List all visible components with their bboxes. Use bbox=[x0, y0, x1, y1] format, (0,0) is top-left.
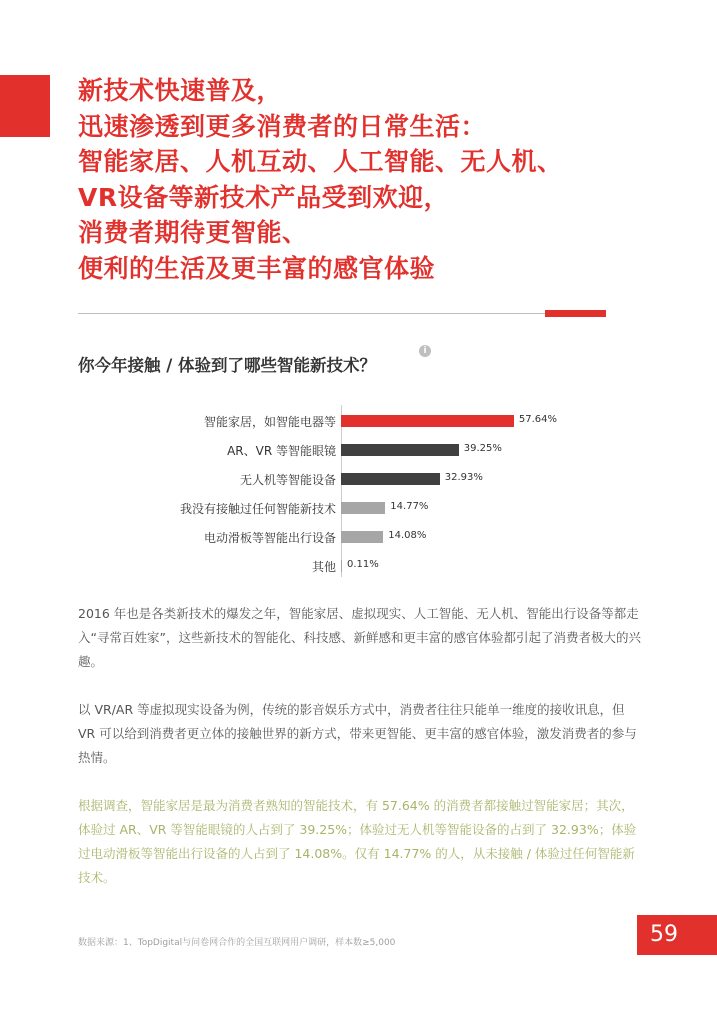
headline-line: VR设备等新技术产品受到欢迎， bbox=[78, 182, 450, 212]
bar bbox=[341, 502, 385, 514]
divider-line bbox=[78, 313, 545, 314]
paragraph-intro: 2016 年也是各类新技术的爆发之年，智能家居、虚拟现实、人工智能、无人机、智能出行设备等都走入“寻常百姓家”，这些新技术的智能化、科技感、新鲜感和更丰富的感官体验都引起了消费者极大的兴趣。 bbox=[78, 606, 641, 669]
bar bbox=[341, 444, 459, 456]
info-icon: i bbox=[419, 345, 431, 357]
bar-chart bbox=[0, 405, 717, 585]
bar-value-label: 39.25% bbox=[463, 443, 502, 454]
bar bbox=[341, 415, 514, 427]
bar-label: 电动滑板等智能出行设备 bbox=[203, 531, 336, 545]
bar-value-label: 14.77% bbox=[390, 501, 429, 512]
bar bbox=[341, 473, 440, 485]
paragraph-vr: 以 VR/AR 等虚拟现实设备为例，传统的影音娱乐方式中，消费者往往只能单一维度的接收讯息，但 VR 可以给到消费者更立体的接触世界的新方式，带来更智能、更丰富的感官体验，激发消费者的参与热情。 bbox=[78, 702, 637, 765]
headline-line: 迅速渗透到更多消费者的日常生活： bbox=[78, 111, 487, 141]
bar-value-label: 14.08% bbox=[388, 530, 427, 541]
bar-label: AR、VR 等智能眼镜 bbox=[227, 444, 336, 458]
divider-accent bbox=[545, 310, 606, 317]
headline-line: 便利的生活及更丰富的感官体验 bbox=[78, 253, 436, 283]
bar-label: 其他 bbox=[311, 560, 336, 574]
headline-line: 消费者期待更智能、 bbox=[78, 218, 308, 247]
bar bbox=[341, 560, 342, 572]
bar-label: 智能家居，如智能电器等 bbox=[203, 415, 336, 429]
bar-label: 无人机等智能设备 bbox=[239, 473, 336, 487]
headline bbox=[78, 73, 698, 286]
bar-value-label: 32.93% bbox=[444, 472, 483, 483]
data-source: 数据来源：1、TopDigital与问卷网合作的全国互联网用户调研，样本数≥5,000 bbox=[78, 938, 396, 948]
accent-block bbox=[0, 75, 50, 137]
bar-value-label: 57.64% bbox=[518, 414, 558, 425]
page-number: 59 bbox=[637, 915, 717, 955]
chart-axis bbox=[341, 405, 342, 577]
headline-line: 智能家居、人机互动、人工智能、无人机、 bbox=[78, 147, 563, 176]
paragraph-survey: 根据调查，智能家居是最为消费者熟知的智能技术，有 57.64% 的消费者都接触过智能家居；其次，体验过 AR、VR 等智能眼镜的人占到了 39.25%；体验过无人机等智能设备的占到了 32.93%；体验过电动滑板等智能出行设备的人占到了 14.08%。仅有 14.77% 的人，从未接触 / 体验过任何智能新技术。 bbox=[78, 798, 637, 885]
headline-line: 新技术快速普及， bbox=[78, 76, 283, 105]
bar-value-label: 0.11% bbox=[347, 559, 379, 570]
bar-label: 我没有接触过任何智能新技术 bbox=[179, 502, 336, 516]
chart-question: 你今年接触 / 体验到了哪些智能新技术？ bbox=[78, 356, 377, 375]
bar bbox=[341, 531, 383, 543]
